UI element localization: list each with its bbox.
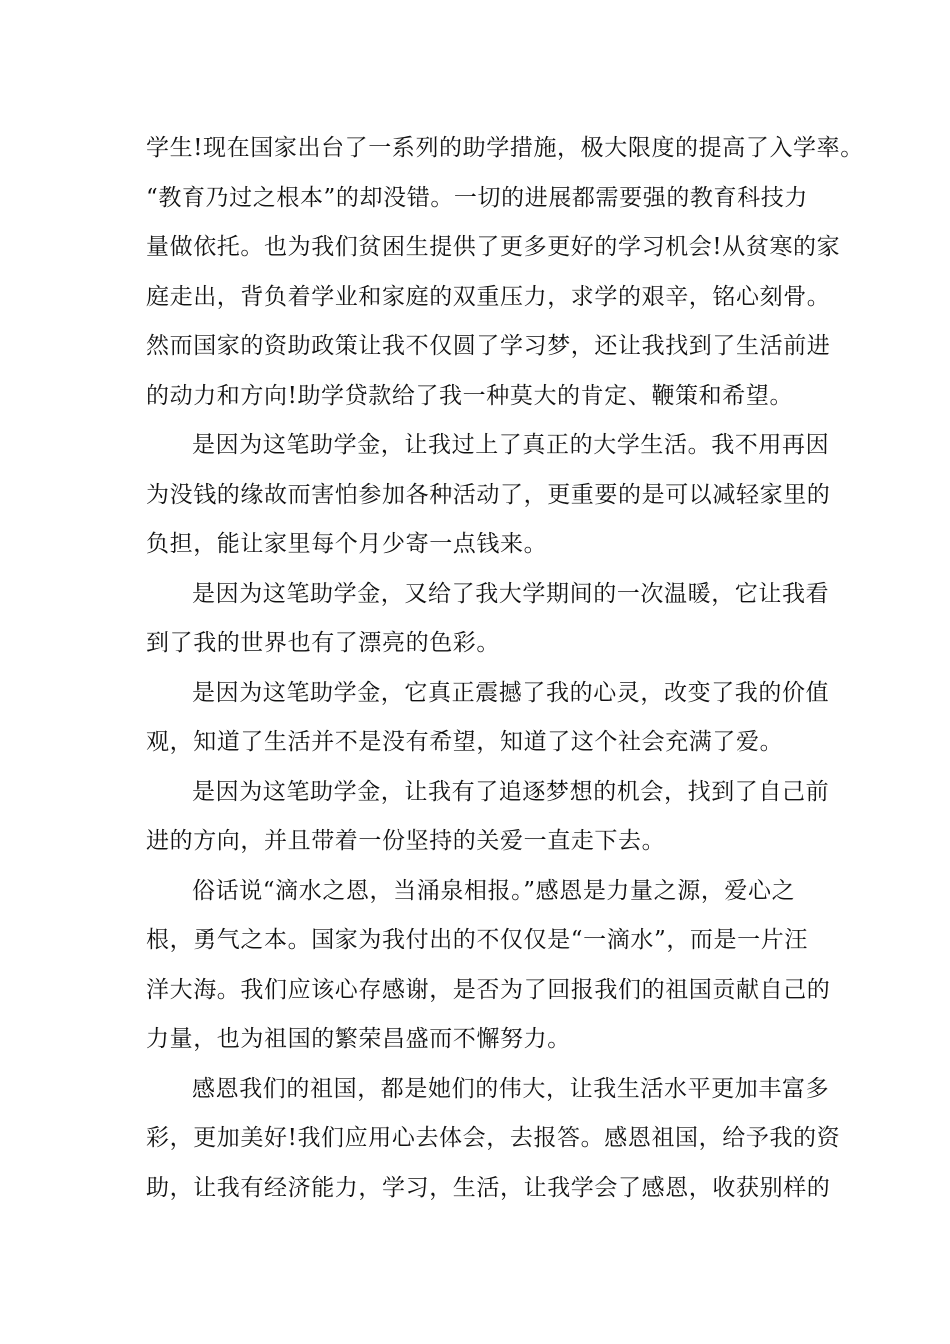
paragraph-7: [146, 1065, 841, 1214]
text-line: 洋大海。我们应该心存感谢，是否为了回报我们的祖国贡献自己的: [146, 976, 831, 1003]
paragraph-3: [146, 570, 830, 669]
text-line: 的动力和方向!助学贷款给了我一种莫大的肯定、鞭策和希望。: [146, 382, 794, 409]
text-line: 感恩我们的祖国，都是她们的伟大，让我生活水平更加丰富多: [192, 1075, 830, 1102]
text-line: 是因为这笔助学金，让我过上了真正的大学生活。我不用再因: [192, 432, 830, 458]
text-line: 到了我的世界也有了漂亮的色彩。: [146, 630, 500, 656]
text-line: 观，知道了生活并不是没有希望，知道了这个社会充满了爱。: [146, 729, 784, 755]
text-line: 是因为这笔助学金，让我有了追逐梦想的机会，找到了自己前: [192, 778, 830, 805]
paragraph-4: [146, 669, 830, 768]
text-line: 根，勇气之本。国家为我付出的不仅仅是“一滴水”，而是一片汪: [146, 927, 808, 953]
text-line: 是因为这笔助学金，它真正震撼了我的心灵，改变了我的价值: [192, 679, 830, 706]
paragraph-1: [146, 124, 864, 421]
text-line: 为没钱的缘故而害怕参加各种活动了，更重要的是可以减轻家里的: [146, 481, 831, 508]
text-line: 助，让我有经济能力，学习，生活，让我学会了感恩，收获别样的: [146, 1174, 831, 1201]
text-line: 量做依托。也为我们贫困生提供了更多更好的学习机会!从贫寒的家: [146, 234, 841, 260]
paragraph-6: [146, 867, 831, 1065]
text-line: 俗话说“滴水之恩，当涌泉相报。”感恩是力量之源，爱心之: [192, 877, 796, 904]
text-line: 力量，也为祖国的繁荣昌盛而不懈努力。: [146, 1026, 571, 1052]
paragraph-2: [146, 421, 831, 570]
paragraph-5: [146, 768, 830, 867]
text-line: 是因为这笔助学金，又给了我大学期间的一次温暖，它让我看: [192, 580, 830, 607]
text-line: 学生!现在国家出台了一系列的助学措施，极大限度的提高了入学率。: [146, 135, 864, 161]
text-line: 然而国家的资助政策让我不仅圆了学习梦，还让我找到了生活前进: [146, 333, 831, 359]
text-line: 彩，更加美好!我们应用心去体会，去报答。感恩祖国，给予我的资: [146, 1125, 841, 1151]
text-line: “教育乃过之根本”的却没错。一切的进展都需要强的教育科技力: [146, 184, 808, 211]
text-line: 进的方向，并且带着一份坚持的关爱一直走下去。: [146, 828, 666, 854]
document-body: [146, 124, 864, 1213]
text-line: 庭走出，背负着学业和家庭的双重压力，求学的艰辛，铭心刻骨。: [146, 283, 831, 310]
text-line: 负担，能让家里每个月少寄一点钱来。: [146, 531, 548, 557]
